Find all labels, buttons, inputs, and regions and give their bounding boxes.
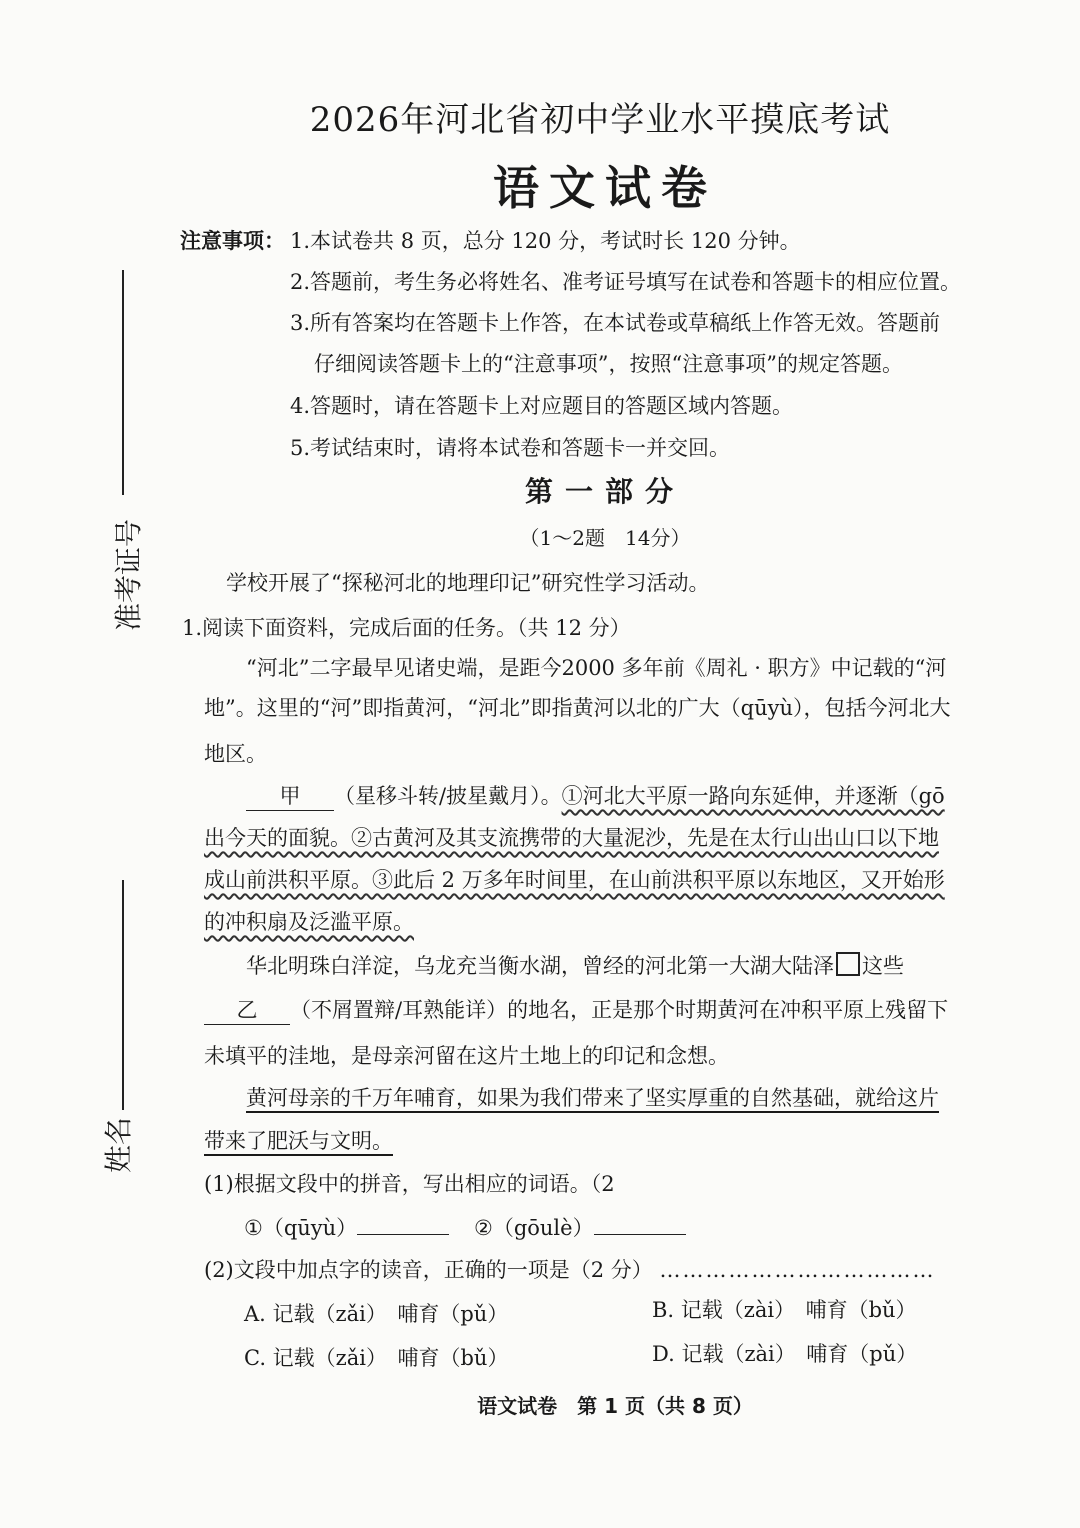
sub2-option-d-label: D. 记载（zài）: [652, 1342, 786, 1366]
sub2-option-c-label: C. 记载（zǎi）: [244, 1346, 377, 1370]
sub1-a-label: ①（qūyù）: [244, 1216, 358, 1240]
sub2-option-a[interactable]: [244, 1298, 508, 1328]
q1-para1-line2: 地”。这里的“河”即指黄河，“河北”即指黄河以北的广大（qūyù），包括今河北大: [204, 696, 951, 720]
sub1-b-label: ②（gōulè）: [474, 1216, 594, 1240]
q1-para1-line1: “河北”二字最早见诸史端，是距今2000 多年前《周礼 · 职方》中记载的“河: [246, 656, 947, 680]
page-footer: 语文试卷 第 1 页（共 8 页）: [477, 1394, 753, 1418]
notice-item-2: 2.答题前，考生务必将姓名、准考证号填写在试卷和答题卡的相应位置。: [290, 270, 962, 294]
intro-text: 学校开展了“探秘河北的地理印记”研究性学习活动。: [226, 571, 710, 595]
q1-para4-line2: 带来了肥沃与文明。: [204, 1129, 393, 1153]
notice-label: 注意事项：: [180, 229, 285, 253]
name-line: [122, 880, 124, 1110]
q1-para3-line3: 未填平的洼地，是母亲河留在这片土地上的印记和念想。: [204, 1044, 729, 1068]
sub2-option-d[interactable]: [652, 1338, 917, 1368]
q1-para3-line1: [246, 950, 904, 980]
q1-para2-line4: 的冲积扇及泛滥平原。: [204, 910, 414, 934]
q1-para2-line3: 成山前洪积平原。③此后 2 万多年时间里，在山前洪积平原以东地区，又开始形: [204, 868, 945, 892]
id-line: [122, 270, 124, 495]
exam-title: 2026年河北省初中学业水平摸底考试: [309, 100, 891, 140]
blank-yi[interactable]: 乙: [204, 994, 290, 1025]
sub2-option-c-extra: 哺育（bǔ）: [397, 1346, 509, 1370]
sub1-a-blank[interactable]: [357, 1214, 449, 1235]
notice-item-3-cont: 仔细阅读答题卡上的“注意事项”，按照“注意事项”的规定答题。: [314, 352, 903, 376]
sub2-option-a-label: A. 记载（zǎi）: [244, 1302, 377, 1326]
para3-text-1-end: 这些: [862, 954, 904, 978]
sub2-option-d-extra: 哺育（pǔ）: [806, 1342, 918, 1366]
sub2-leader-dots: ………………………………: [659, 1258, 936, 1282]
q1-para4-line1: 黄河母亲的千万年哺育，如果为我们带来了坚实厚重的自然基础，就给这片: [246, 1086, 939, 1110]
q1-para3-line2: [204, 994, 948, 1025]
sub1-a: [244, 1212, 449, 1242]
notice-item-3: 3.所有答案均在答题卡上作答，在本试卷或草稿纸上作答无效。答题前: [290, 311, 941, 335]
part-title: 第一部分: [524, 475, 685, 508]
sub2-option-a-extra: 哺育（pǔ）: [397, 1302, 509, 1326]
name-label: 姓名: [102, 1117, 135, 1174]
sub2-option-c[interactable]: [244, 1342, 508, 1372]
sub2-stem: [204, 1254, 935, 1284]
q1-para2-line2: 出今天的面貌。②古黄河及其支流携带的大量泥沙，先是在太行山出山口以下地: [204, 826, 939, 850]
q1-stem: 1.阅读下面资料，完成后面的任务。（共 12 分）: [182, 616, 631, 640]
punctuation-box[interactable]: [836, 952, 860, 976]
sub2-option-b-extra: 哺育（bǔ）: [805, 1298, 917, 1322]
sub2-option-b-label: B. 记载（zài）: [652, 1298, 785, 1322]
sub1-stem: (1)根据文段中的拼音，写出相应的词语。（2: [204, 1172, 615, 1196]
q1-para2-line1: [246, 780, 945, 811]
options-b: （不屑置辩/耳熟能详）: [290, 998, 508, 1022]
q1-para1-line3: 地区。: [204, 742, 267, 766]
id-label: 准考证号: [112, 519, 145, 632]
part-range: （1～2题 14分）: [519, 526, 691, 550]
sub2-option-b[interactable]: [652, 1294, 917, 1324]
para2-sentence-1: ①河北大平原一路向东延伸，并逐渐（gō: [561, 784, 945, 808]
sub1-b-blank[interactable]: [594, 1214, 686, 1235]
para3-text-2: 的地名，正是那个时期黄河在冲积平原上残留下: [507, 998, 949, 1022]
para3-text-1: 华北明珠白洋淀，乌龙充当衡水湖，曾经的河北第一大湖大陆泽: [246, 954, 834, 978]
notice-item-4: 4.答题时，请在答题卡上对应题目的答题区域内答题。: [290, 394, 794, 418]
options-a: （星移斗转/披星戴月）。: [334, 784, 562, 808]
sub2-stem-text: (2)文段中加点字的读音，正确的一项是（2 分）: [204, 1258, 653, 1282]
notice-item-5: 5.考试结束时，请将本试卷和答题卡一并交回。: [290, 436, 731, 460]
exam-subtitle: 语文试卷: [493, 161, 717, 215]
blank-jia[interactable]: 甲: [246, 780, 334, 811]
sub1-b: [474, 1212, 686, 1242]
notice-item-1: 1.本试卷共 8 页，总分 120 分，考试时长 120 分钟。: [290, 229, 801, 253]
